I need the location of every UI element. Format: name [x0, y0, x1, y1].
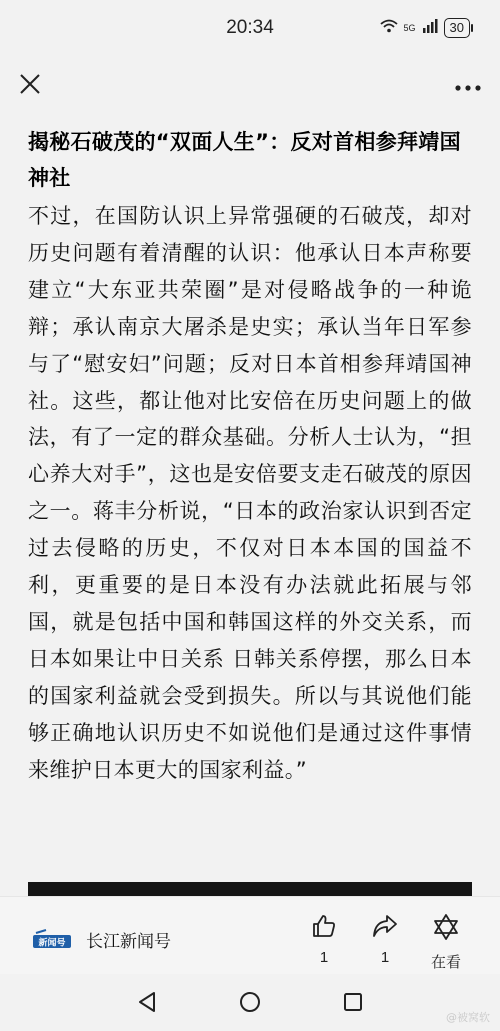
top-nav [0, 60, 500, 112]
more-dots-icon [454, 77, 482, 96]
like-button[interactable] [298, 913, 350, 966]
network-type: 5G [403, 23, 416, 33]
status-time: 20:34 [226, 17, 274, 38]
article [28, 124, 472, 789]
status-icons [380, 18, 470, 38]
viewing-button[interactable] [420, 913, 472, 972]
action-bar [0, 896, 500, 975]
article-title: 揭秘石破茂的“双面人生”：反对首相参拜靖国神社 [28, 130, 461, 190]
star-of-david-icon [432, 913, 460, 945]
article-image[interactable] [28, 882, 472, 896]
share-count: 1 [380, 949, 390, 966]
share-button[interactable] [359, 913, 411, 966]
thumbs-up-icon [311, 913, 337, 943]
source-account[interactable] [32, 927, 171, 952]
signal-icon [422, 19, 438, 38]
source-logo-text: 新闻号 [38, 938, 66, 948]
close-icon [19, 73, 41, 99]
system-home-button[interactable] [239, 993, 261, 1015]
recent-square-icon [343, 992, 363, 1016]
share-arrow-icon [372, 913, 398, 943]
home-circle-icon [239, 991, 261, 1017]
back-triangle-icon [137, 991, 157, 1017]
watermark: @被窝软 [446, 1011, 490, 1024]
like-count: 1 [319, 949, 329, 966]
system-recent-button[interactable] [342, 993, 364, 1015]
source-logo [32, 929, 72, 951]
close-button[interactable] [12, 68, 48, 104]
more-button[interactable] [448, 68, 488, 104]
viewing-label: 在看 [430, 954, 461, 971]
source-name: 长江新闻号 [86, 932, 171, 952]
system-nav-bar [0, 974, 500, 1031]
article-body: 不过，在国防认识上异常强硬的石破茂，却对历史问题有着清醒的认识：他承认日本声称要建立“大东亚共荣圈”是对侵略战争的一种诡辩；承认南京大屠杀是史实；承认当年日军参与了“慰安妇”问题；反对日本首相参拜靖国神社。这些，都让他对比安倍在历史问题上的做法，有了一定的群众基础。分析人士认为，“担心养大对手”，这也是安倍要支走石破茂的原因之一。蒋丰分析说，“日本的政治家认识到否定过去侵略的历史，不仅对日本本国的国益不利，更重要的是日本没有办法就此拓展与邻国，就是包括中国和韩国这样的外交关系，而日本如果让中日关系 日韩关系停摆，那么日本的国家利益就会受到损失。所以与其说他们能够正确地认识历史不如说他们是通过这件事情来维护日本更大的国家利益。” [28, 204, 472, 782]
status-bar [0, 0, 500, 56]
wifi-icon [380, 19, 398, 38]
battery-indicator: 30 [444, 18, 470, 38]
system-back-button[interactable] [136, 993, 158, 1015]
